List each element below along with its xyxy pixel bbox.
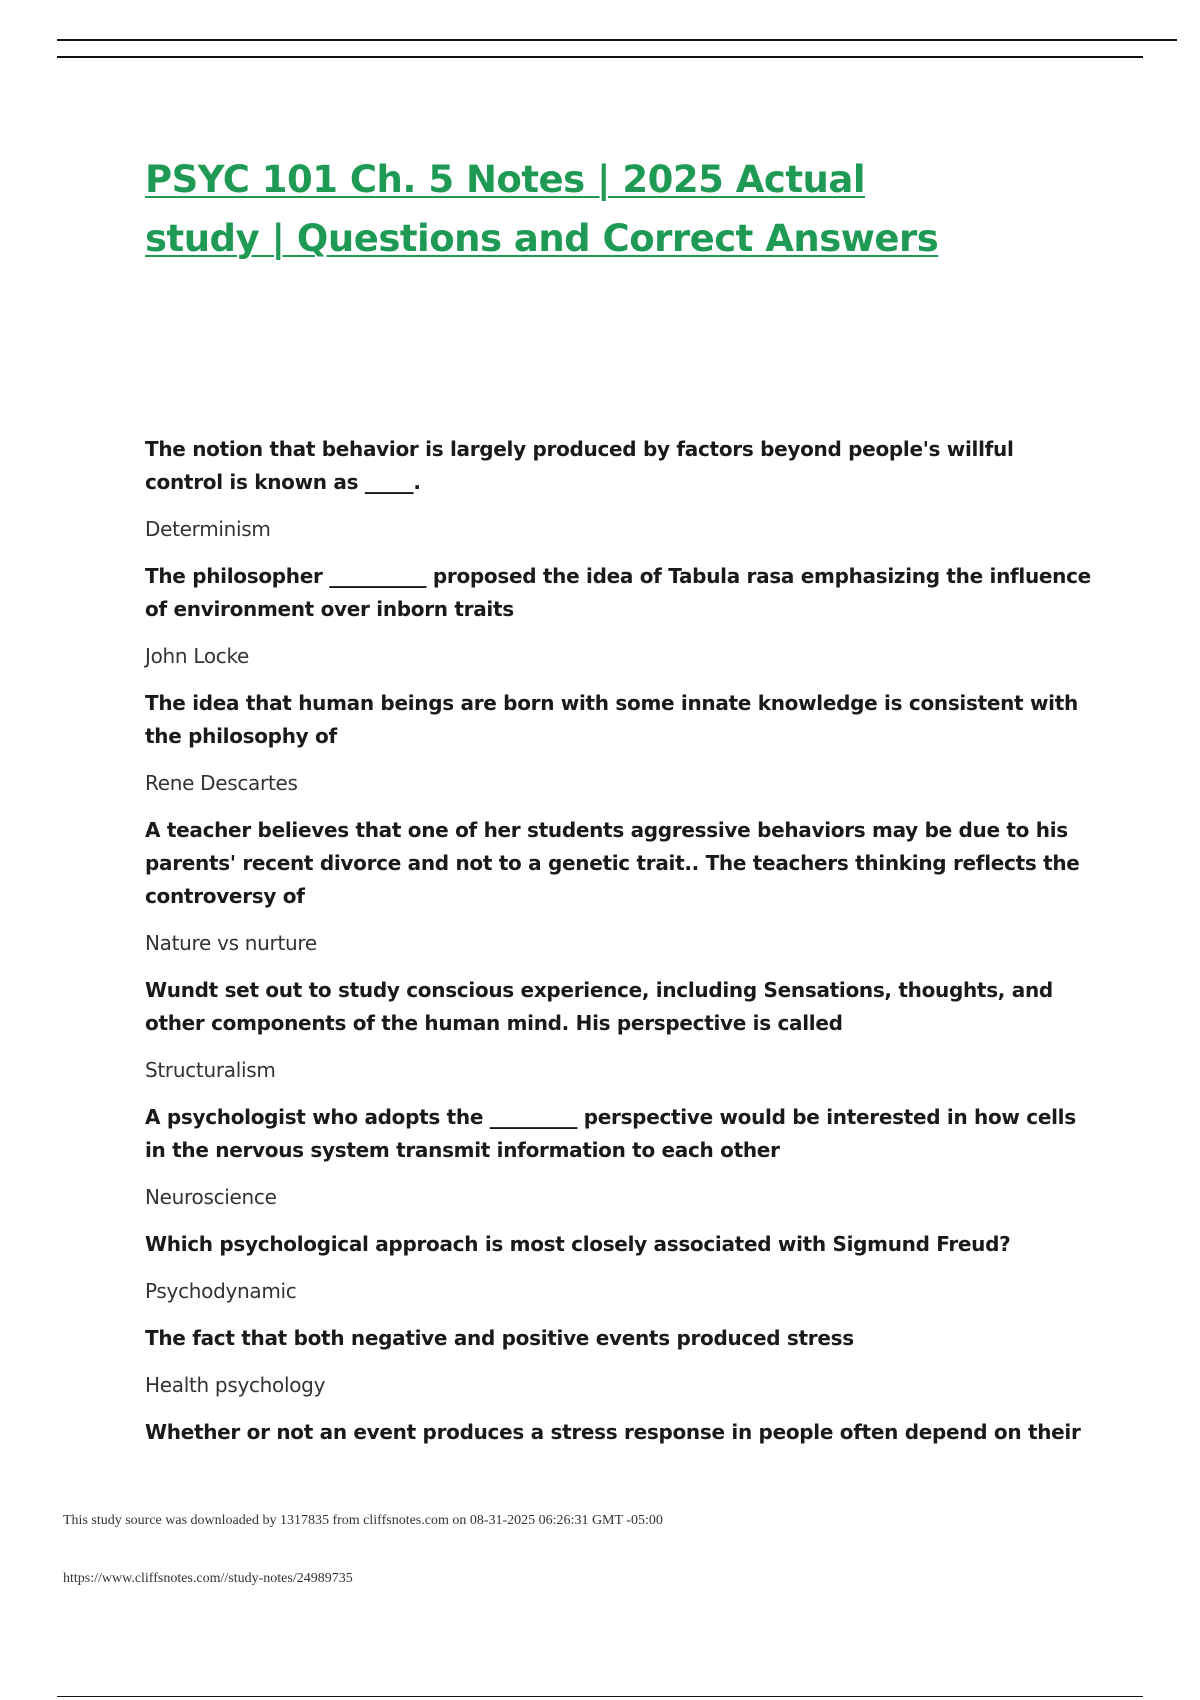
answer: Health psychology xyxy=(145,1373,326,1397)
qa-item xyxy=(145,1228,1095,1308)
answer: Rene Descartes xyxy=(145,771,298,795)
qa-item xyxy=(145,1101,1095,1214)
answer: Structuralism xyxy=(145,1058,276,1082)
top-rule-outer xyxy=(57,39,1177,41)
answer: Neuroscience xyxy=(145,1185,277,1209)
question: The fact that both negative and positive events produced stress xyxy=(145,1326,854,1350)
answer: Determinism xyxy=(145,517,271,541)
qa-item xyxy=(145,974,1095,1087)
answer: John Locke xyxy=(145,644,250,668)
qa-item xyxy=(145,687,1095,800)
question: Which psychological approach is most closely associated with Sigmund Freud? xyxy=(145,1232,1011,1256)
qa-list xyxy=(145,433,1095,1449)
bottom-rule xyxy=(57,1696,1143,1697)
qa-item xyxy=(145,814,1095,960)
qa-item xyxy=(145,560,1095,673)
qa-item xyxy=(145,1416,1095,1449)
answer: Nature vs nurture xyxy=(145,931,317,955)
question: The notion that behavior is largely produced by factors beyond people's willful control is known as _____. xyxy=(145,437,1014,494)
footer-url[interactable]: https://www.cliffsnotes.com//study-notes/24989735 xyxy=(63,1571,353,1586)
qa-item xyxy=(145,433,1095,546)
question: The philosopher __________ proposed the idea of Tabula rasa emphasizing the influence of environment over inborn traits xyxy=(145,564,1091,621)
question: Wundt set out to study conscious experience, including Sensations, thoughts, and other components of the human mind. His perspective is called xyxy=(145,978,1053,1035)
qa-item xyxy=(145,1322,1095,1402)
question: A psychologist who adopts the _________ perspective would be interested in how cells in the nervous system transmit information to each other xyxy=(145,1105,1076,1162)
footer-source-note: This study source was downloaded by 1317835 from cliffsnotes.com on 08-31-2025 06:26:31 GMT -05:00 xyxy=(63,1513,663,1528)
question: The idea that human beings are born with some innate knowledge is consistent with the philosophy of xyxy=(145,691,1078,748)
document-title: PSYC 101 Ch. 5 Notes | 2025 Actual study | Questions and Correct Answers xyxy=(145,158,939,260)
question: A teacher believes that one of her students aggressive behaviors may be due to his parents' recent divorce and not to a genetic trait.. The teachers thinking reflects the controversy of xyxy=(145,818,1080,908)
top-rule-inner xyxy=(57,56,1143,58)
question: Whether or not an event produces a stress response in people often depend on their xyxy=(145,1420,1081,1444)
answer: Psychodynamic xyxy=(145,1279,297,1303)
